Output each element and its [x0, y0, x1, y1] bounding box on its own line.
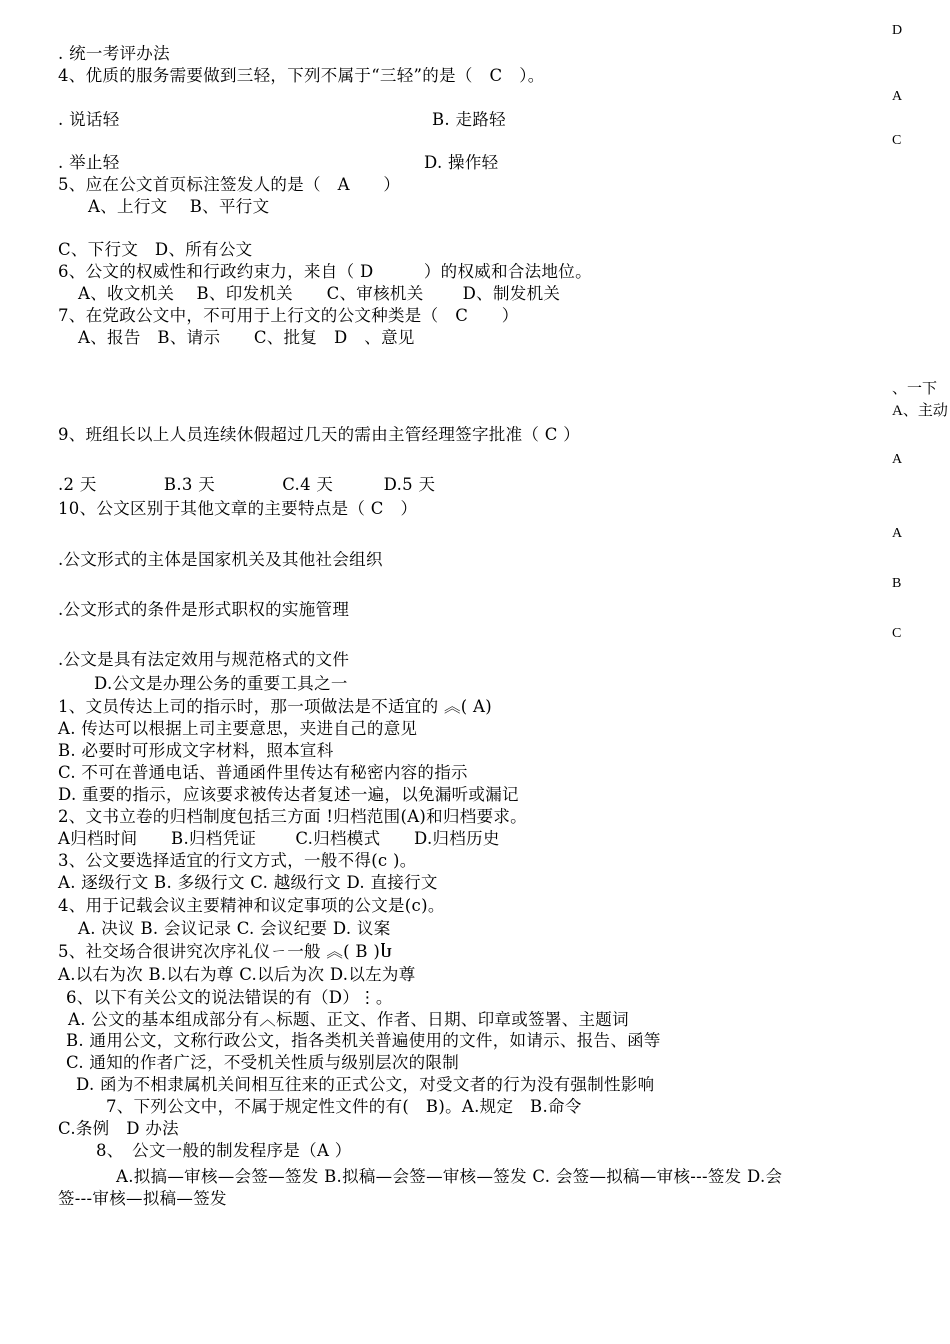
option-line: B. 通用公文，文称行政公文，指各类机关普遍使用的文件，如请示、报告、函等 [66, 1031, 661, 1050]
option-line: A.拟搞—审核—会签—签发 B.拟稿—会签—审核—签发 C. 会签—拟稿—审核---签发 D.会 [116, 1167, 783, 1186]
margin-answer: A [892, 526, 903, 541]
question-6b: 6、以下有关公文的说法错误的有（D）⋮。 [66, 988, 393, 1007]
option-line: B. 必要时可形成文字材料，照本宣科 [58, 741, 334, 760]
option-line: D.公文是办理公务的重要工具之一 [94, 674, 348, 693]
option-line: C、下行文 D、所有公文 [58, 240, 253, 259]
question-4b: 4、用于记载会议主要精神和议定事项的公文是(c)。 [58, 896, 445, 915]
margin-answer: A [892, 452, 903, 467]
margin-answer: C [892, 626, 902, 641]
question-4: 4、优质的服务需要做到三轻，下列不属于“三轻”的是（ C ）。 [58, 66, 545, 85]
margin-answer: A [892, 89, 903, 104]
margin-fragment: A、主动 [892, 403, 948, 419]
option-line: D. 重要的指示，应该要求被传达者复述一遍，以免漏听或漏记 [58, 785, 519, 804]
option-line: D. 操作轻 [424, 153, 499, 172]
question-8: 8、 公文一般的制发程序是（A ） [96, 1141, 352, 1160]
question-6: 6、公文的权威性和行政约束力，来自（ D ）的权威和合法地位。 [58, 262, 592, 281]
option-line: C. 不可在普通电话、普通函件里传达有秘密内容的指示 [58, 763, 468, 782]
option-line: . 举止轻 [58, 153, 120, 172]
option-line: 签---审核—拟稿—签发 [58, 1189, 227, 1208]
question-3: 3、公文要选择适宜的行文方式，一般不得(c )。 [58, 851, 417, 870]
option-line: C. 通知的作者广泛，不受机关性质与级别层次的限制 [66, 1053, 460, 1072]
question-2: 2、文书立卷的归档制度包括三方面 !归档范围(A)和归档要求。 [58, 807, 527, 826]
question-7b: 7、下列公文中，不属于规定性文件的有( B)。A.规定 B.命令 [106, 1097, 582, 1116]
option-line: A. 决议 B. 会议记录 C. 会议纪要 D. 议案 [78, 919, 391, 938]
option-line: A归档时间 B.归档凭证 C.归档模式 D.归档历史 [58, 829, 500, 848]
question-5: 5、应在公文首页标注签发人的是（ A ） [58, 175, 401, 194]
option-line: .公文形式的条件是形式职权的实施管理 [58, 600, 350, 619]
margin-answer: B [892, 576, 902, 591]
option-line: A. 传达可以根据上司主要意思，夹进自己的意见 [58, 719, 418, 738]
question-10: 10、公文区别于其他文章的主要特点是（ C ） [58, 499, 418, 518]
question-9: 9、班组长以上人员连续休假超过几天的需由主管经理签字批准（ C ） [58, 425, 581, 444]
option-line: .2 天 B.3 天 C.4 天 D.5 天 [58, 475, 436, 494]
margin-answer: D [892, 23, 903, 38]
option-line: .公文形式的主体是国家机关及其他社会组织 [58, 550, 383, 569]
text-line: . 统一考评办法 [58, 44, 170, 63]
option-line: A、收文机关 B、印发机关 C、审核机关 D、制发机关 [78, 284, 561, 303]
option-line: A. 公文的基本组成部分有︿标题、正文、作者、日期、印章或签署、主题词 [68, 1010, 629, 1029]
option-line: A. 逐级行文 B. 多级行文 C. 越级行文 D. 直接行文 [58, 873, 438, 892]
option-line: A.以右为次 B.以右为尊 C.以后为次 D.以左为尊 [58, 965, 416, 984]
option-line: A、上行文 B、平行文 [88, 197, 270, 216]
option-line: .公文是具有法定效用与规范格式的文件 [58, 650, 350, 669]
option-line: . 说话轻 [58, 110, 120, 129]
option-line: B. 走路轻 [432, 110, 506, 129]
option-line: D. 函为不相隶属机关间相互往来的正式公文，对受文者的行为没有强制性影响 [76, 1075, 655, 1094]
option-line: C.条例 D 办法 [58, 1119, 179, 1138]
question-1: 1、文员传达上司的指示时，那一项做法是不适宜的 ︽( A) [58, 697, 492, 716]
question-7: 7、在党政公文中，不可用于上行文的公文种类是（ C ） [58, 306, 519, 325]
margin-answer: C [892, 133, 902, 148]
margin-fragment: 、一下 [892, 381, 938, 397]
option-line: A、报告 B、请示 C、批复 D 、意见 [78, 328, 415, 347]
question-5b: 5、社交场合很讲究次序礼仪ㄧ一般 ︽( B )Ⴑ [58, 942, 393, 961]
